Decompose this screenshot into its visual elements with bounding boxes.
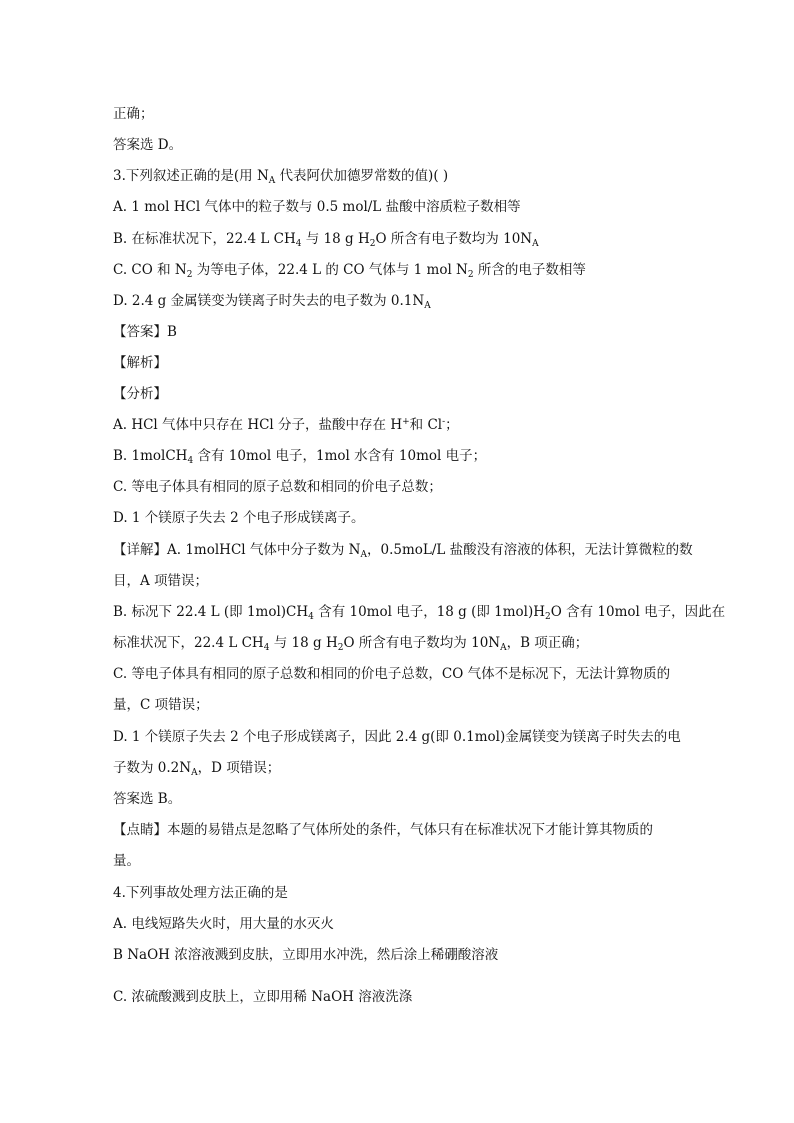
text-segment: O 含有 10mol 电子，因此在 [550,604,726,620]
superscript: + [402,417,410,427]
text-segment: 为等电子体，22.4 L 的 CO 气体与 1 mol N [192,262,468,278]
text-segment: 含有 10mol 电子，1mol 水含有 10mol 电子； [193,448,487,464]
text-segment: A. 电线短路失火时，用大量的水灭火 [113,916,334,932]
text-line [113,851,693,871]
text-segment: 答案选 B。 [113,791,182,807]
text-segment: 所含的电子数相等 [473,262,586,278]
text-line [113,291,693,311]
text-segment: 与 18 g H [301,231,370,247]
text-line [113,508,693,528]
text-segment: 目，A 项错误； [113,573,209,589]
text-segment: 【详解】A. 1molHCl 气体中分子数为 N [113,542,361,558]
subscript: 2 [369,239,376,249]
text-segment: C. 等电子体具有相同的原子总数和相同的价电子总数； [113,479,442,495]
subscript: 4 [295,239,302,249]
text-segment: 量。 [113,853,140,869]
subscript: A [424,301,431,311]
text-segment: 【分析】 [113,386,167,402]
text-line [113,820,693,840]
text-segment: 子数为 0.2N [113,760,192,776]
text-segment: 代表阿伏加德罗常数的值)( ) [275,168,449,184]
text-line [113,602,726,622]
text-segment: O 所含有电子数均为 10N [343,635,501,651]
subscript: 2 [186,270,193,280]
text-segment: 标准状况下，22.4 L CH [113,635,264,651]
text-segment: 量，C 项错误； [113,697,209,713]
text-segment: ； [445,417,459,433]
text-segment: B. 在标准状况下，22.4 L CH [113,231,296,247]
text-segment: D. 1 个镁原子失去 2 个电子形成镁离子。 [113,510,365,526]
text-segment: 和 Cl [409,417,443,433]
text-line [113,229,693,249]
text-segment: B. 1molCH [113,448,188,464]
text-segment: A. HCl 气体中只存在 HCl 分子，盐酸中存在 H [113,417,403,433]
subscript: 4 [187,456,194,466]
subscript: 2 [545,612,551,622]
text-segment: B NaOH 浓溶液溅到皮肤，立即用水冲洗，然后涂上稀硼酸溶液 [113,947,499,963]
text-line [113,883,693,903]
text-line [113,446,693,466]
text-line [113,322,693,342]
text-segment: ，0.5moL/L 盐酸没有溶液的体积，无法计算微粒的数 [366,542,693,558]
text-line [113,758,693,778]
text-line [113,914,693,934]
text-segment: O 所含有电子数均为 10N [375,231,533,247]
text-segment: ，D 项错误； [197,760,281,776]
subscript: A [500,643,507,653]
text-line [113,540,693,560]
text-line [113,197,693,217]
text-line [113,727,693,747]
text-segment: 3.下列叙述正确的是(用 N [113,168,269,184]
text-line [113,664,693,684]
text-line [113,135,693,155]
subscript: 2 [337,643,344,653]
text-line [113,789,693,809]
text-line [113,945,693,965]
text-segment: 与 18 g H [269,635,338,651]
subscript: A [360,550,367,560]
text-line [113,415,693,435]
text-line [113,384,693,404]
text-segment: 【答案】B [113,324,177,340]
text-segment: 【点睛】本题的易错点是忽略了气体所处的条件，气体只有在标准状况下才能计算其物质的 [113,822,653,838]
text-segment: D. 1 个镁原子失去 2 个电子形成镁离子，因此 2.4 g(即 0.1mol)金属镁变为镁离子时失去的电 [113,729,681,745]
text-line [113,695,693,715]
superscript: - [442,417,446,427]
subscript: 4 [308,612,314,622]
text-segment: D. 2.4 g 金属镁变为镁离子时失去的电子数为 0.1N [113,293,425,309]
text-segment: C. 浓硫酸溅到皮肤上，立即用稀 NaOH 溶液洗涤 [113,989,413,1005]
text-segment: B. 标况下 22.4 L (即 1mol)CH [113,604,309,620]
text-segment: 【解析】 [113,355,167,371]
text-line [113,987,693,1007]
text-segment: 正确； [113,106,154,122]
text-line [113,104,693,124]
text-line [113,571,693,591]
text-segment: 含有 10mol 电子，18 g (即 1mol)H [313,604,546,620]
subscript: A [532,239,539,249]
text-segment: 4.下列事故处理方法正确的是 [113,885,288,901]
subscript: 2 [467,270,474,280]
text-segment: 答案选 D。 [113,137,183,153]
subscript: 4 [263,643,270,653]
text-line [113,353,693,373]
text-line [113,166,693,186]
text-line [113,260,693,280]
subscript: A [191,768,198,778]
text-segment: ，B 项正确； [506,635,589,651]
text-segment: C. 等电子体具有相同的原子总数和相同的价电子总数，CO 气体不是标况下，无法计算物质的 [113,666,671,682]
text-segment: C. CO 和 N [113,262,187,278]
text-line [113,477,693,497]
text-line [113,633,693,653]
text-segment: A. 1 mol HCl 气体中的粒子数与 0.5 mol/L 盐酸中溶质粒子数相等 [113,199,521,215]
subscript: A [268,176,276,186]
